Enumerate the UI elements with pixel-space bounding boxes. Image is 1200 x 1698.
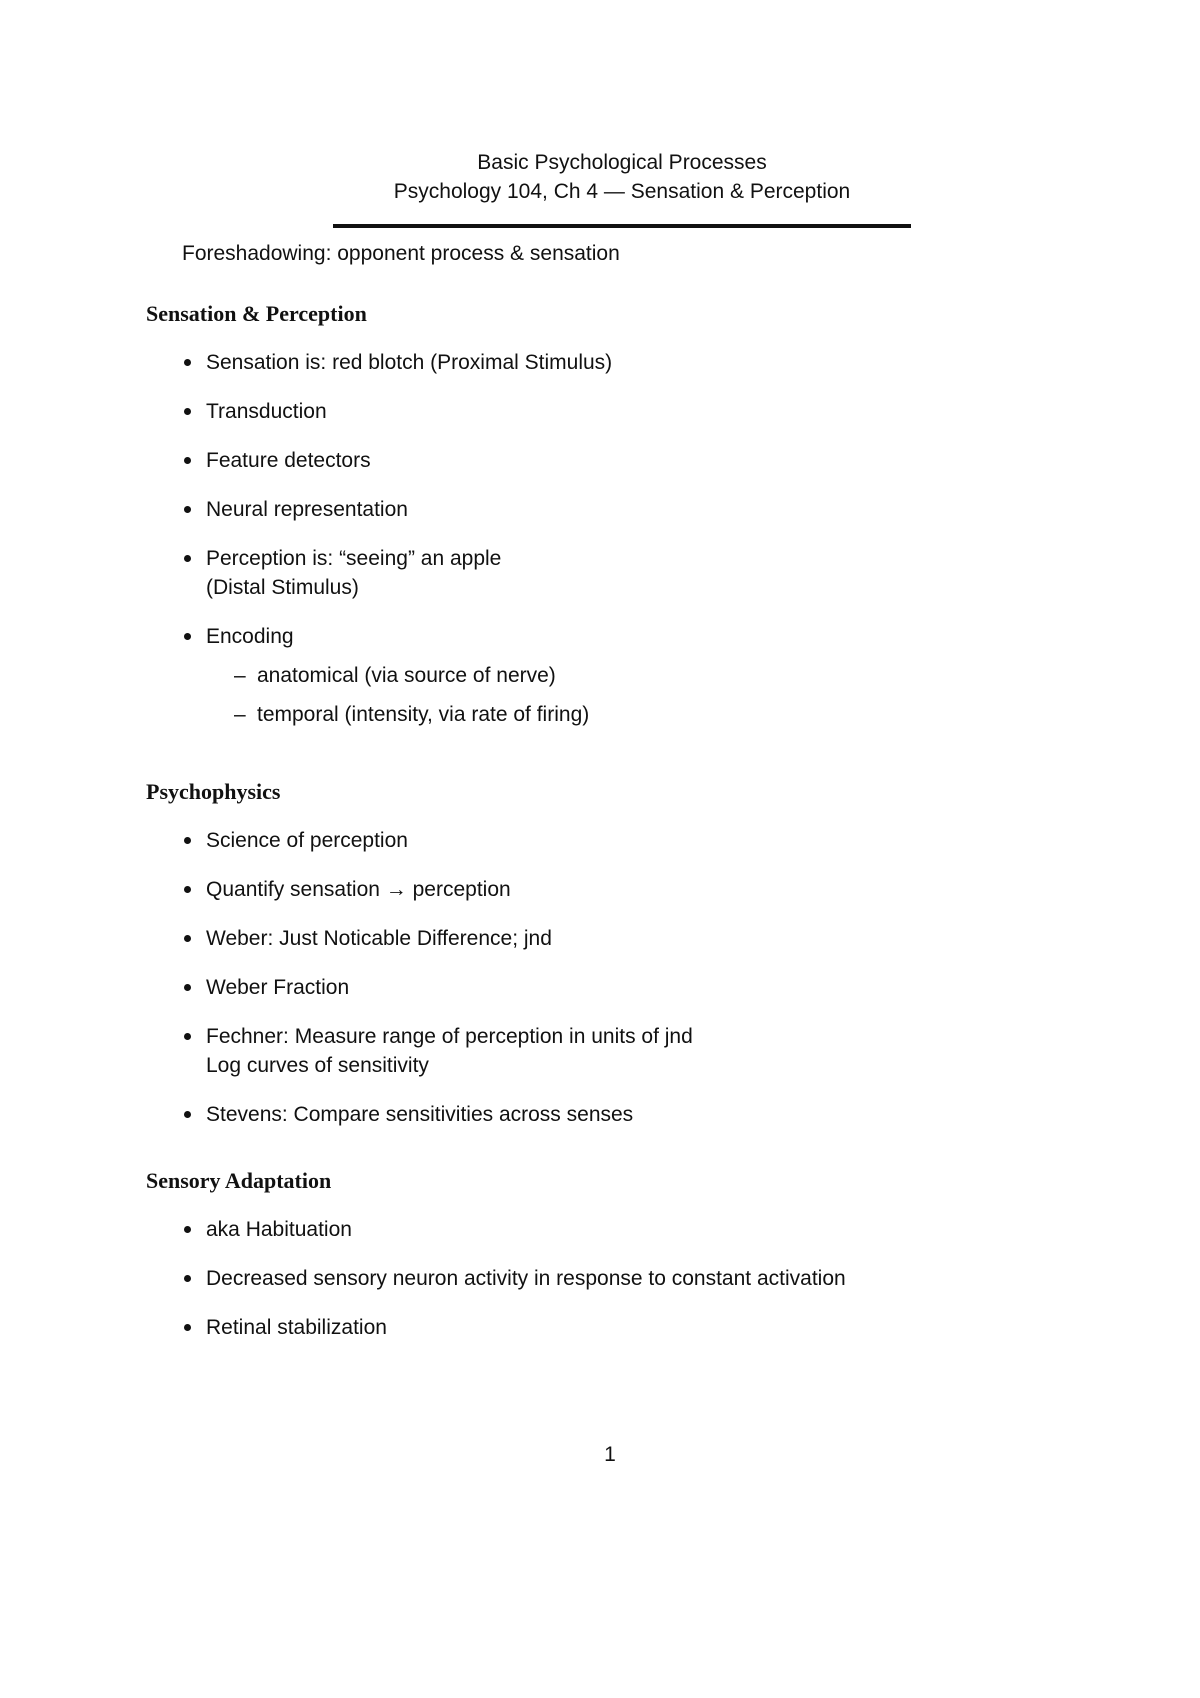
list-item-text: aka Habituation [206, 1218, 352, 1241]
bullet-icon [184, 1111, 191, 1118]
list-item-text: Neural representation [206, 498, 408, 521]
list-item [146, 495, 1046, 524]
list-item-text: Decreased sensory neuron activity in response to constant activation [206, 1267, 846, 1290]
list-item [146, 1264, 1046, 1293]
list-item-text: Perception is: “seeing” an apple [206, 547, 502, 570]
section-sensory-adaptation [146, 1166, 1046, 1342]
list-item [146, 397, 1046, 426]
list-item-text: Weber: Just Noticable Difference; jnd [206, 927, 552, 950]
list-item [146, 826, 1046, 855]
bullet-list [146, 348, 1046, 729]
list-item-text: Weber Fraction [206, 976, 350, 999]
list-item [146, 544, 1046, 602]
list-item-text: Transduction [206, 400, 327, 423]
bullet-icon [184, 1226, 191, 1233]
sub-list-item [206, 700, 1046, 729]
list-item-text: Science of perception [206, 829, 408, 852]
list-item-text-continued: (Distal Stimulus) [206, 576, 359, 599]
list-item-text: Quantify sensation → perception [206, 878, 511, 901]
section-heading: Sensation & Perception [146, 301, 367, 326]
bullet-icon [184, 633, 191, 640]
bullet-icon [184, 555, 191, 562]
list-item-text: Sensation is: red blotch (Proximal Stimulus) [206, 351, 613, 374]
bullet-icon [184, 886, 191, 893]
list-item [146, 1313, 1046, 1342]
list-item [146, 1022, 1046, 1080]
bullet-icon [184, 359, 191, 366]
list-item-text: Feature detectors [206, 449, 371, 472]
intro-text: Foreshadowing: opponent process & sensation [182, 242, 620, 265]
section-heading: Sensory Adaptation [146, 1168, 332, 1193]
dash-icon: – [234, 703, 246, 726]
bullet-icon [184, 1324, 191, 1331]
sub-list [206, 661, 1046, 729]
sub-list-item-text: temporal (intensity, via rate of firing) [257, 703, 590, 726]
bullet-icon [184, 935, 191, 942]
bullet-icon [184, 1033, 191, 1040]
bullet-list [146, 1215, 1046, 1342]
bullet-icon [184, 408, 191, 415]
bullet-icon [184, 984, 191, 991]
list-item [146, 875, 1046, 904]
sub-list-item-text: anatomical (via source of nerve) [257, 664, 556, 687]
bullet-icon [184, 837, 191, 844]
bullet-icon [184, 457, 191, 464]
sub-list-item [206, 661, 1046, 690]
document-subtitle: Psychology 104, Ch 4 — Sensation & Perception [393, 180, 851, 203]
page-number: 1 [604, 1443, 616, 1466]
list-item [146, 1100, 1046, 1129]
document-title: Basic Psychological Processes [477, 151, 767, 174]
list-item [146, 1215, 1046, 1244]
list-item [146, 973, 1046, 1002]
list-item-text-continued: Log curves of sensitivity [206, 1054, 429, 1077]
document-header [333, 148, 911, 206]
list-item [146, 924, 1046, 953]
bullet-icon [184, 1275, 191, 1282]
list-item [146, 446, 1046, 475]
section-sensation-perception [146, 299, 1046, 729]
header-rule [333, 224, 911, 228]
bullet-icon [184, 506, 191, 513]
list-item-text: Stevens: Compare sensitivities across senses [206, 1103, 634, 1126]
list-item-text: Fechner: Measure range of perception in units of jnd [206, 1025, 693, 1048]
list-item-text: Retinal stabilization [206, 1316, 387, 1339]
list-item [146, 622, 1046, 729]
dash-icon: – [234, 664, 246, 687]
bullet-list [146, 826, 1046, 1129]
list-item-text: Encoding [206, 625, 294, 648]
list-item [146, 348, 1046, 377]
section-heading: Psychophysics [146, 779, 281, 804]
section-psychophysics [146, 777, 1046, 1129]
